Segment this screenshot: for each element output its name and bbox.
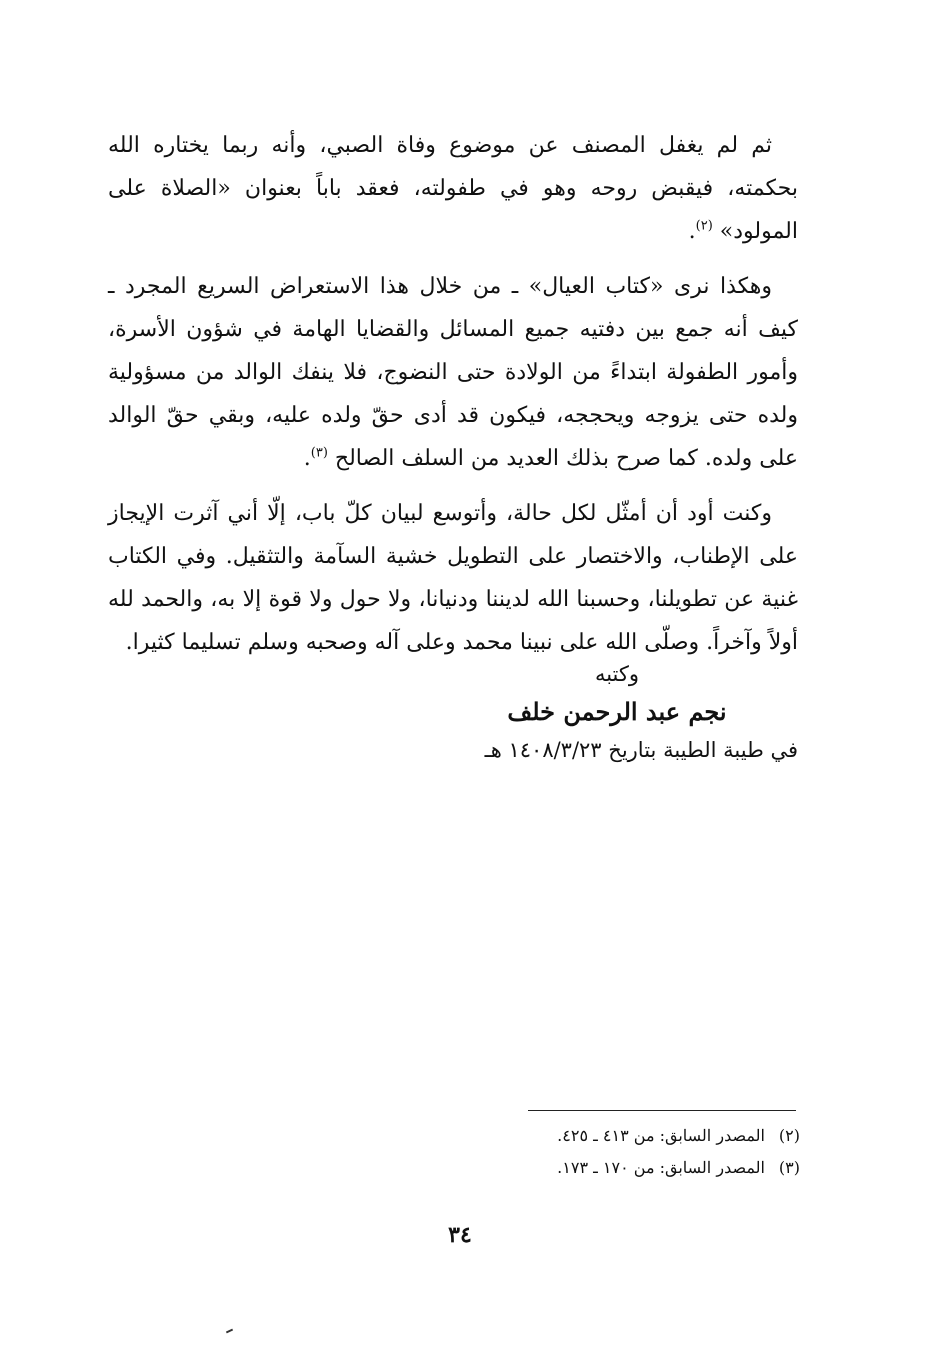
paragraph-3: [108, 492, 798, 664]
footnote-item: [420, 1152, 800, 1184]
signature-name: نجم عبد الرحمن خلف: [507, 697, 727, 726]
footnote-text: المصدر السابق: من ١٧٠ ـ ١٧٣.: [557, 1158, 765, 1177]
footnote-ref-3[interactable]: (٣): [310, 445, 328, 461]
page-number: ٣٤: [448, 1222, 472, 1248]
footnotes: [420, 1120, 800, 1184]
signature-block: [108, 656, 798, 768]
paragraph-2-end: .: [303, 446, 311, 471]
scan-speck: [226, 1329, 233, 1334]
paragraph-1: [108, 124, 798, 253]
paragraph-1-text: ثم لم يغفل المصنف عن موضوع وفاة الصبي، وأنه ربما يختاره الله بحكمته، فيقبض روحه وهو في طفولته، فعقد باباً بعنوان «الصلاة على المولود»: [108, 133, 798, 244]
footnote-ref-2[interactable]: (٢): [695, 218, 713, 234]
signature-wrote: وكتبه: [594, 662, 640, 686]
footnote-divider: [528, 1110, 796, 1111]
paragraph-2-text: وهكذا نرى «كتاب العيال» ـ من خلال هذا الاستعراض السريع المجرد ـ كيف أنه جمع بين دفتيه جميع المسائل والقضايا الهامة في شؤون الأسرة، وأمور الطفولة ابتداءً من الولادة حتى النضوج، فلا ينفك الوالد من مسؤولية ولده حتى يزوجه ويحججه، فيكون قد أدى حقّ ولده عليه، وبقي حقّ الوالد على ولده. كما صرح بذلك العديد من السلف الصالح: [108, 274, 799, 471]
body-text: [108, 124, 798, 676]
footnote-number: (٣): [778, 1158, 800, 1177]
footnote-item: [420, 1120, 800, 1152]
paragraph-3-text: وكنت أود أن أمثّل لكل حالة، وأتوسع لبيان كلّ باب، إلّا أني آثرت الإيجاز على الإطناب، والاختصار على التطويل خشية السآمة والتثقيل. وفي الكتاب غنية عن تطويلنا، وحسبنا الله لديننا ودنيانا، ولا حول ولا قوة إلا به، والحمد لله أولاً وآخراً. وصلّى الله على نبينا محمد وعلى آله وصحبه وسلم تسليما كثيرا.: [108, 501, 798, 655]
signature-place-date: في طيبة الطيبة بتاريخ ١٤٠٨/٣/٢٣ هـ: [484, 738, 798, 762]
paragraph-1-end: .: [688, 219, 696, 244]
paragraph-2: [108, 265, 798, 480]
footnote-text: المصدر السابق: من ٤١٣ ـ ٤٢٥.: [557, 1126, 765, 1145]
footnote-number: (٢): [778, 1126, 800, 1145]
